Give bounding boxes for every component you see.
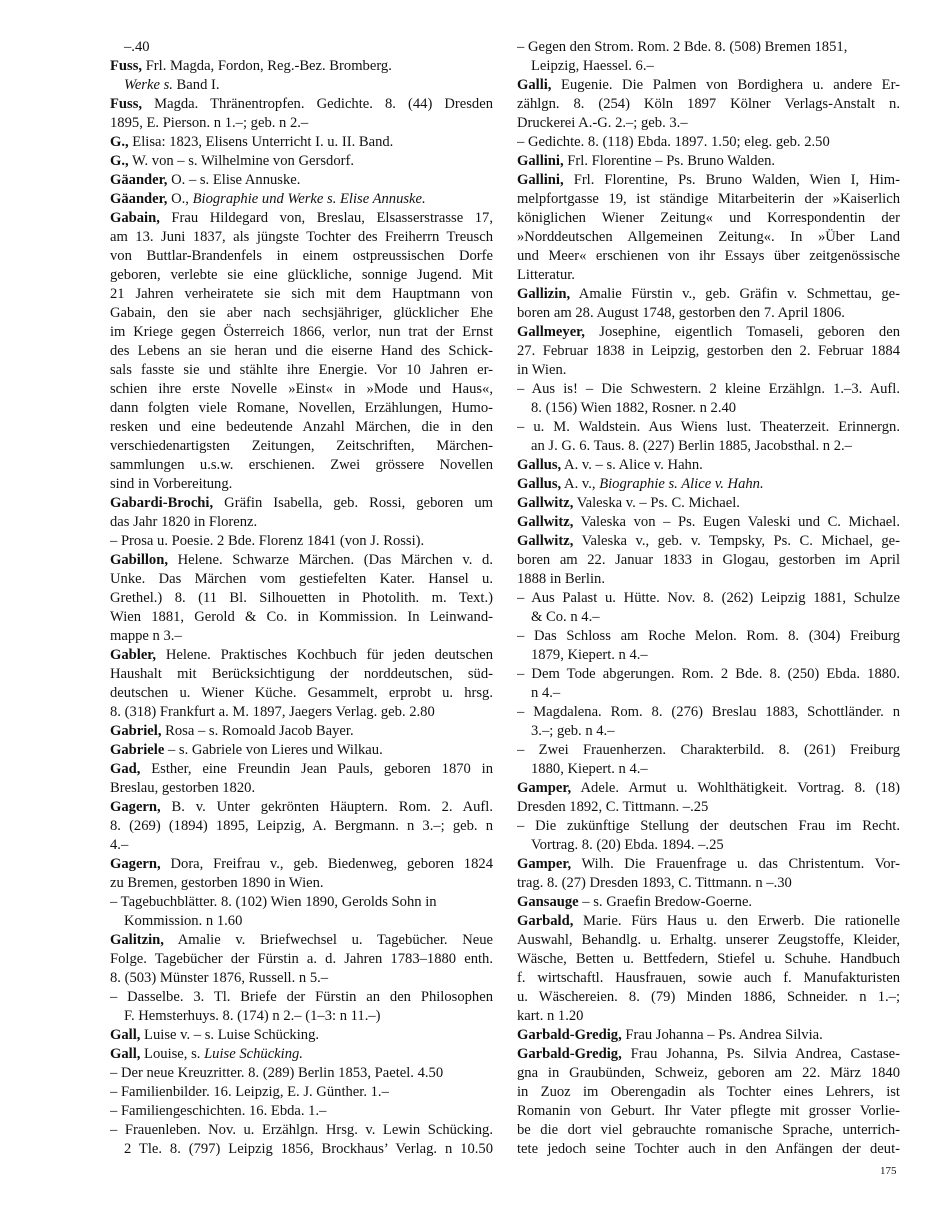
line-text: u. Wäschereien. 8. (79) Minden 1886, Schneider. n 1.–; — [517, 989, 900, 1005]
text-line — [110, 57, 493, 76]
line-text: Helene. Schwarze Märchen. (Das Märchen v. d. — [168, 552, 493, 568]
text-line — [110, 722, 493, 741]
line-text: Frl. Florentine, Ps. Bruno Walden, Wien I, Him- — [563, 172, 900, 188]
line-text: – Gegen den Strom. Rom. 2 Bde. 8. (508) Bremen 1851, — [517, 39, 848, 55]
text-line — [517, 836, 900, 855]
line-text: Druckerei A.-G. 2.–; geb. 3.– — [517, 115, 688, 131]
text-line — [110, 1045, 493, 1064]
text-line — [110, 1121, 493, 1140]
text-line — [110, 418, 493, 437]
entry-name: Gall, — [110, 1027, 141, 1043]
line-text: das Jahr 1820 in Florenz. — [110, 514, 258, 530]
text-line — [517, 893, 900, 912]
line-text: – Dasselbe. 3. Tl. Briefe der Fürstin an den Philosophen — [110, 989, 493, 1005]
text-line — [110, 1007, 493, 1026]
text-line — [517, 1140, 900, 1159]
text-line — [517, 627, 900, 646]
text-line — [517, 722, 900, 741]
text-line — [517, 608, 900, 627]
line-text: 8. (269) (1894) 1895, Leipzig, A. Bergmann. n 3.–; geb. n — [110, 818, 493, 834]
line-text: schien ihre erste Novelle »Einst« in »Mode und Haus«, — [110, 381, 493, 397]
text-line — [517, 703, 900, 722]
text-line — [110, 456, 493, 475]
line-text: boren am 22. Januar 1833 in Glogau, gestorben im April — [517, 552, 900, 568]
line-text: O. – s. Elise Annuske. — [167, 172, 301, 188]
entry-name: Gabain, — [110, 210, 160, 226]
line-text: Amalie Fürstin v., geb. Gräfin v. Schmettau, ge- — [570, 286, 900, 302]
text-line — [517, 1026, 900, 1045]
text-line — [110, 494, 493, 513]
line-text: n 4.– — [531, 685, 561, 701]
line-text: Wien 1881, Gerold & Co. in Kommission. In Leinwand- — [110, 609, 493, 625]
line-text: 21 Jahren verheiratete sie sich mit dem Hauptmann von — [110, 286, 493, 302]
line-text: – Frauenleben. Nov. u. Erzählgn. Hrsg. v. Lewin Schücking. — [110, 1122, 493, 1138]
text-line — [110, 209, 493, 228]
line-text: Auswahl, Behandlg. u. Erhaltg. unserer Zeugstoffe, Kleider, — [517, 932, 900, 948]
text-line — [110, 931, 493, 950]
entry-name: Garbald, — [517, 913, 574, 929]
line-text: Unke. Das Märchen vom gestiefelten Kater. Hansel u. — [110, 571, 493, 587]
text-line — [517, 209, 900, 228]
line-text: in Zuoz im Oberengadin als Tochter eines Lehrers, ist — [517, 1084, 900, 1100]
line-text: an J. G. 6. Taus. 8. (227) Berlin 1885, Jacobsthal. n 2.– — [531, 438, 852, 454]
text-line — [517, 266, 900, 285]
text-line — [110, 1102, 493, 1121]
text-line — [517, 133, 900, 152]
text-line — [110, 380, 493, 399]
text-line — [110, 741, 493, 760]
text-line — [110, 437, 493, 456]
text-line — [110, 190, 493, 209]
line-text: am 13. Juni 1837, als jüngste Tochter des Freiherrn Treusch — [110, 229, 493, 245]
line-text: 27. Februar 1838 in Leipzig, gestorben den 2. Februar 1884 — [517, 343, 900, 359]
text-line — [110, 551, 493, 570]
entry-name: Gallwitz, — [517, 514, 574, 530]
line-text: – Das Schloss am Roche Melon. Rom. 8. (304) Freiburg — [517, 628, 900, 644]
line-text: von Buttlar-Brandenfels in einem ostpreussischen Dorfe — [110, 248, 493, 264]
text-line — [110, 874, 493, 893]
line-text: des Lebens an sie heran und die eiserne Hand des Schick- — [110, 343, 493, 359]
line-text: geboren, verlebte sie eine glückliche, sonnige Jugend. Mit — [110, 267, 493, 283]
line-text: Litteratur. — [517, 267, 575, 283]
entry-name: G., — [110, 134, 129, 150]
text-line — [517, 380, 900, 399]
text-line — [110, 855, 493, 874]
text-line — [110, 817, 493, 836]
entry-name: Gallizin, — [517, 286, 571, 302]
text-line — [110, 589, 493, 608]
text-line — [517, 665, 900, 684]
line-text: Rosa – s. Romoald Jacob Bayer. — [161, 723, 354, 739]
text-line — [517, 456, 900, 475]
line-text: – s. Gabriele von Lieres und Wilkau. — [164, 742, 383, 758]
text-line — [110, 627, 493, 646]
line-text: sammlungen u.s.w. erschienen. Zwei grössere Novellen — [110, 457, 493, 473]
text-line — [517, 95, 900, 114]
line-text: Amalie v. Briefwechsel u. Tagebücher. Neue — [163, 932, 493, 948]
text-line — [517, 760, 900, 779]
line-text: dann folgten viele Romane, Novellen, Erzählungen, Humo- — [110, 400, 493, 416]
line-text: Grethel.) 8. (11 Bl. Silhouetten in Photolith. m. Text.) — [110, 590, 493, 606]
line-text: – Aus is! – Die Schwestern. 2 kleine Erzählgn. 1.–3. Aufl. — [517, 381, 900, 397]
line-text: tete jedoch seine Tochter auch in den Anfängen der deut- — [517, 1141, 900, 1157]
text-line — [517, 190, 900, 209]
text-line — [110, 1026, 493, 1045]
entry-name: Garbald-Gredig, — [517, 1046, 622, 1062]
text-line — [517, 152, 900, 171]
line-text: O., — [167, 191, 193, 207]
line-text: Wäsche, Betten u. Bettfedern, Stiefel u. Schuhe. Handbuch — [517, 951, 900, 967]
line-text: zu Bremen, gestorben 1890 in Wien. — [110, 875, 324, 891]
entry-name: Gabler, — [110, 647, 157, 663]
text-line — [517, 684, 900, 703]
text-line — [110, 171, 493, 190]
line-text: zählgn. 8. (254) Köln 1897 Kölner Verlags-Anstalt n. — [517, 96, 900, 112]
line-text: – u. M. Waldstein. Aus Wiens lust. Theaterzeit. Erinnergn. — [517, 419, 900, 435]
text-line — [517, 874, 900, 893]
line-text: – Familienbilder. 16. Leipzig, E. J. Günther. 1.– — [110, 1084, 389, 1100]
text-line — [110, 988, 493, 1007]
line-text: A. v., — [561, 476, 600, 492]
line-text: resken und eine bedeutende Anzahl Märchen, die in den — [110, 419, 493, 435]
entry-name: Gallini, — [517, 172, 564, 188]
entry-name: Gabardi-Brochi, — [110, 495, 214, 511]
line-text: »Norddeutschen Allgemeinen Zeitung«. In »Über Land — [517, 229, 900, 245]
text-line — [110, 893, 493, 912]
line-text: Frl. Magda, Fordon, Reg.-Bez. Bromberg. — [142, 58, 392, 74]
text-line — [110, 285, 493, 304]
line-text: königlichen Wiener Zeitung« und Korrespondentin der — [517, 210, 900, 226]
text-line — [517, 1045, 900, 1064]
entry-name: Gabriel, — [110, 723, 162, 739]
text-line — [517, 1083, 900, 1102]
entry-name: Gad, — [110, 761, 141, 777]
text-line — [110, 342, 493, 361]
text-line — [110, 323, 493, 342]
line-text: 3.–; geb. n 4.– — [531, 723, 615, 739]
text-line — [110, 513, 493, 532]
text-line — [517, 570, 900, 589]
line-text: im Kriege gegen Österreich 1866, verlor, nun trat der Ernst — [110, 324, 493, 340]
entry-name: Gallus, — [517, 476, 562, 492]
line-text: – Magdalena. Rom. 8. (276) Breslau 1883, Schottländer. n — [517, 704, 900, 720]
line-text: Valeska von – Ps. Eugen Valeski und C. Michael. — [573, 514, 900, 530]
line-text: be die dort viel gebrauchte romanische Sprache, unterrich- — [517, 1122, 900, 1138]
text-line — [110, 684, 493, 703]
line-text: Frau Johanna, Ps. Silvia Andrea, Castase- — [621, 1046, 900, 1062]
line-text: – Dem Tode abgerungen. Rom. 2 Bde. 8. (250) Ebda. 1880. — [517, 666, 900, 682]
line-text: 2 Tle. 8. (797) Leipzig 1856, Brockhaus’ Verlag. n 10.50 — [124, 1141, 493, 1157]
text-line — [517, 551, 900, 570]
entry-name: Gagern, — [110, 799, 161, 815]
page-number: 175 — [880, 1165, 897, 1177]
entry-name: Fuss, — [110, 58, 143, 74]
line-text: Frau Johanna – Ps. Andrea Silvia. — [621, 1027, 823, 1043]
line-text: 4.– — [110, 837, 129, 853]
line-text: W. von – s. Wilhelmine von Gersdorf. — [128, 153, 354, 169]
text-line — [110, 228, 493, 247]
line-text: verschiedenartigsten Zeitungen, Zeitschriften, Märchen- — [110, 438, 493, 454]
entry-name: Galli, — [517, 77, 552, 93]
line-text: – Tagebuchblätter. 8. (102) Wien 1890, Gerolds Sohn in — [110, 894, 437, 910]
line-text: & Co. n 4.– — [531, 609, 600, 625]
italic-text: Biographie s. Alice v. Hahn. — [599, 476, 764, 492]
text-line — [517, 494, 900, 513]
text-line — [517, 304, 900, 323]
line-text: Eugenie. Die Palmen von Bordighera u. andere Er- — [551, 77, 900, 93]
line-text: Frl. Florentine – Ps. Bruno Walden. — [563, 153, 776, 169]
line-text: deutschen u. Wiener Küche. Gesammelt, erprobt u. hrsg. — [110, 685, 493, 701]
text-line — [517, 361, 900, 380]
line-text: 1880, Kiepert. n 4.– — [531, 761, 648, 777]
text-line — [110, 247, 493, 266]
text-line — [110, 665, 493, 684]
text-line — [110, 779, 493, 798]
line-text: melpfortgasse 19, ist ständige Mitarbeiterin der »Kaiserlich — [517, 191, 900, 207]
text-line — [517, 741, 900, 760]
text-line — [517, 988, 900, 1007]
line-text: sind in Vorbereitung. — [110, 476, 233, 492]
text-line — [110, 969, 493, 988]
line-text: boren am 28. August 1748, gestorben den 7. April 1806. — [517, 305, 845, 321]
entry-name: Fuss, — [110, 96, 143, 112]
text-line — [110, 399, 493, 418]
line-text: 1879, Kiepert. n 4.– — [531, 647, 648, 663]
line-text: – s. Graefin Bredow-Goerne. — [578, 894, 753, 910]
text-line — [110, 570, 493, 589]
text-line — [110, 1140, 493, 1159]
text-line — [110, 114, 493, 133]
entry-name: Gallwitz, — [517, 495, 574, 511]
line-text: mappe n 3.– — [110, 628, 182, 644]
line-text: Romanin von Geburt. Ihr Vater pflegte mit grosser Vorlie- — [517, 1103, 900, 1119]
text-line — [517, 114, 900, 133]
text-line — [517, 513, 900, 532]
text-line — [110, 532, 493, 551]
line-text: A. v. – s. Alice v. Hahn. — [561, 457, 703, 473]
text-line — [517, 399, 900, 418]
entry-name: Gäander, — [110, 191, 168, 207]
text-line — [517, 342, 900, 361]
line-text: Gabain, den sie aber nach sechsjähriger, glücklicher Ehe — [110, 305, 493, 321]
text-line — [517, 57, 900, 76]
text-line — [517, 38, 900, 57]
italic-text: Werke s. — [124, 77, 173, 93]
line-text: – Der neue Kreuzritter. 8. (289) Berlin 1853, Paetel. 4.50 — [110, 1065, 444, 1081]
entry-name: Gallwitz, — [517, 533, 574, 549]
line-text: Josephine, eigentlich Tomaseli, geboren den — [584, 324, 900, 340]
text-line — [517, 1102, 900, 1121]
text-line — [110, 912, 493, 931]
text-line — [110, 475, 493, 494]
line-text: Wilh. Die Frauenfrage u. das Christentum. Vor- — [571, 856, 900, 872]
text-line — [110, 760, 493, 779]
entry-name: Gamper, — [517, 856, 572, 872]
text-line — [110, 95, 493, 114]
text-line — [517, 285, 900, 304]
line-text: – Die zukünftige Stellung der deutschen Frau im Recht. — [517, 818, 900, 834]
entry-name: Gansauge — [517, 894, 579, 910]
line-text: – Gedichte. 8. (118) Ebda. 1897. 1.50; eleg. geb. 2.50 — [517, 134, 830, 150]
italic-text: Biographie und Werke s. Elise Annuske. — [192, 191, 426, 207]
text-line — [517, 323, 900, 342]
line-text: Vortrag. 8. (20) Ebda. 1894. –.25 — [531, 837, 724, 853]
text-line — [110, 266, 493, 285]
text-line — [517, 437, 900, 456]
entry-name: Gagern, — [110, 856, 161, 872]
line-text: trag. 8. (27) Dresden 1893, C. Tittmann. n –.30 — [517, 875, 792, 891]
text-line — [110, 1083, 493, 1102]
line-text: kart. n 1.20 — [517, 1008, 584, 1024]
line-text: Elisa: 1823, Elisens Unterricht I. u. II. Band. — [128, 134, 394, 150]
line-text: 1895, E. Pierson. n 1.–; geb. n 2.– — [110, 115, 309, 131]
entry-name: Gallmeyer, — [517, 324, 585, 340]
text-line — [517, 475, 900, 494]
entry-name: Gallus, — [517, 457, 562, 473]
text-line — [517, 779, 900, 798]
text-line — [110, 152, 493, 171]
entry-name: G., — [110, 153, 129, 169]
text-line — [517, 532, 900, 551]
entry-name: Gamper, — [517, 780, 572, 796]
entry-name: Gall, — [110, 1046, 141, 1062]
text-line — [517, 418, 900, 437]
line-text: –.40 — [124, 39, 150, 55]
text-line — [110, 38, 493, 57]
entry-name: Gabriele — [110, 742, 165, 758]
line-text: Folge. Tagebücher der Fürstin a. d. Jahren 1783–1880 enth. — [110, 951, 493, 967]
text-line — [517, 589, 900, 608]
line-text: Esther, eine Freundin Jean Pauls, geboren 1870 in — [140, 761, 493, 777]
line-text: 1888 in Berlin. — [517, 571, 605, 587]
text-line — [517, 798, 900, 817]
line-text: Kommission. n 1.60 — [124, 913, 243, 929]
line-text: Adele. Armut u. Wohlthätigkeit. Vortrag. 8. (18) — [571, 780, 900, 796]
entry-name: Garbald-Gredig, — [517, 1027, 622, 1043]
text-line — [517, 171, 900, 190]
line-text: – Zwei Frauenherzen. Charakterbild. 8. (261) Freiburg — [517, 742, 900, 758]
line-text: Haushalt mit Berücksichtigung der norddeutschen, süd- — [110, 666, 493, 682]
line-text: Gräfin Isabella, geb. Rossi, geboren um — [213, 495, 493, 511]
line-text: Helene. Praktisches Kochbuch für jeden deutschen — [156, 647, 493, 663]
left-column — [110, 38, 493, 1159]
text-line — [110, 1064, 493, 1083]
line-text: und Meer« erschienen von ihr Essays über zeitgenössische — [517, 248, 900, 264]
line-text: Marie. Fürs Haus u. den Erwerb. Die rationelle — [573, 913, 900, 929]
text-line — [110, 133, 493, 152]
line-text: Frau Hildegard von, Breslau, Elsasserstrasse 17, — [159, 210, 493, 226]
text-line — [517, 76, 900, 95]
line-text: B. v. Unter gekrönten Häuptern. Rom. 2. Aufl. — [160, 799, 493, 815]
text-line — [110, 76, 493, 95]
text-line — [517, 247, 900, 266]
line-text: 8. (318) Frankfurt a. M. 1897, Jaegers Verlag. geb. 2.80 — [110, 704, 435, 720]
text-line — [110, 646, 493, 665]
text-line — [517, 1007, 900, 1026]
text-line — [517, 855, 900, 874]
text-line — [517, 228, 900, 247]
line-text: Valeska v. – Ps. C. Michael. — [573, 495, 740, 511]
text-line — [517, 1064, 900, 1083]
right-column — [517, 38, 900, 1159]
line-text: sals fasste sie und stählte ihre Energie. Vor 10 Jahren er- — [110, 362, 493, 378]
line-text: 8. (156) Wien 1882, Rosner. n 2.40 — [531, 400, 737, 416]
line-text: – Familiengeschichten. 16. Ebda. 1.– — [110, 1103, 327, 1119]
text-line — [517, 646, 900, 665]
italic-text: Luise Schücking. — [204, 1046, 303, 1062]
text-line — [110, 950, 493, 969]
entry-name: Gäander, — [110, 172, 168, 188]
line-text: Dora, Freifrau v., geb. Biedenweg, geboren 1824 — [160, 856, 493, 872]
text-line — [110, 798, 493, 817]
line-text: 8. (503) Münster 1876, Russell. n 5.– — [110, 970, 329, 986]
line-text: – Aus Palast u. Hütte. Nov. 8. (262) Leipzig 1881, Schulze — [517, 590, 900, 606]
line-text: Leipzig, Haessel. 6.– — [531, 58, 654, 74]
text-line — [517, 969, 900, 988]
line-text: – Prosa u. Poesie. 2 Bde. Florenz 1841 (von J. Rossi). — [110, 533, 425, 549]
text-line — [517, 817, 900, 836]
line-text: Magda. Thränentropfen. Gedichte. 8. (44) Dresden — [142, 96, 493, 112]
line-text: Dresden 1892, C. Tittmann. –.25 — [517, 799, 709, 815]
text-line — [517, 1121, 900, 1140]
line-text: Band I. — [172, 77, 220, 93]
entry-name: Galitzin, — [110, 932, 164, 948]
text-line — [110, 703, 493, 722]
entry-name: Gallini, — [517, 153, 564, 169]
line-text: Breslau, gestorben 1820. — [110, 780, 256, 796]
text-line — [110, 608, 493, 627]
line-text: f. wirtschaftl. Hausfrauen, sowie auch f. Manufakturisten — [517, 970, 900, 986]
text-line — [110, 836, 493, 855]
text-line — [517, 950, 900, 969]
line-text: in Wien. — [517, 362, 567, 378]
line-text: Luise v. – s. Luise Schücking. — [140, 1027, 320, 1043]
line-text: gna in Graubünden, Schweiz, geboren am 22. März 1840 — [517, 1065, 900, 1081]
entry-name: Gabillon, — [110, 552, 168, 568]
line-text: Louise, s. — [140, 1046, 205, 1062]
text-line — [110, 361, 493, 380]
text-line — [517, 931, 900, 950]
text-line — [517, 912, 900, 931]
line-text: Valeska v., geb. v. Tempsky, Ps. C. Michael, ge- — [573, 533, 900, 549]
text-line — [110, 304, 493, 323]
line-text: F. Hemsterhuys. 8. (174) n 2.– (1–3: n 11.–) — [124, 1008, 381, 1024]
